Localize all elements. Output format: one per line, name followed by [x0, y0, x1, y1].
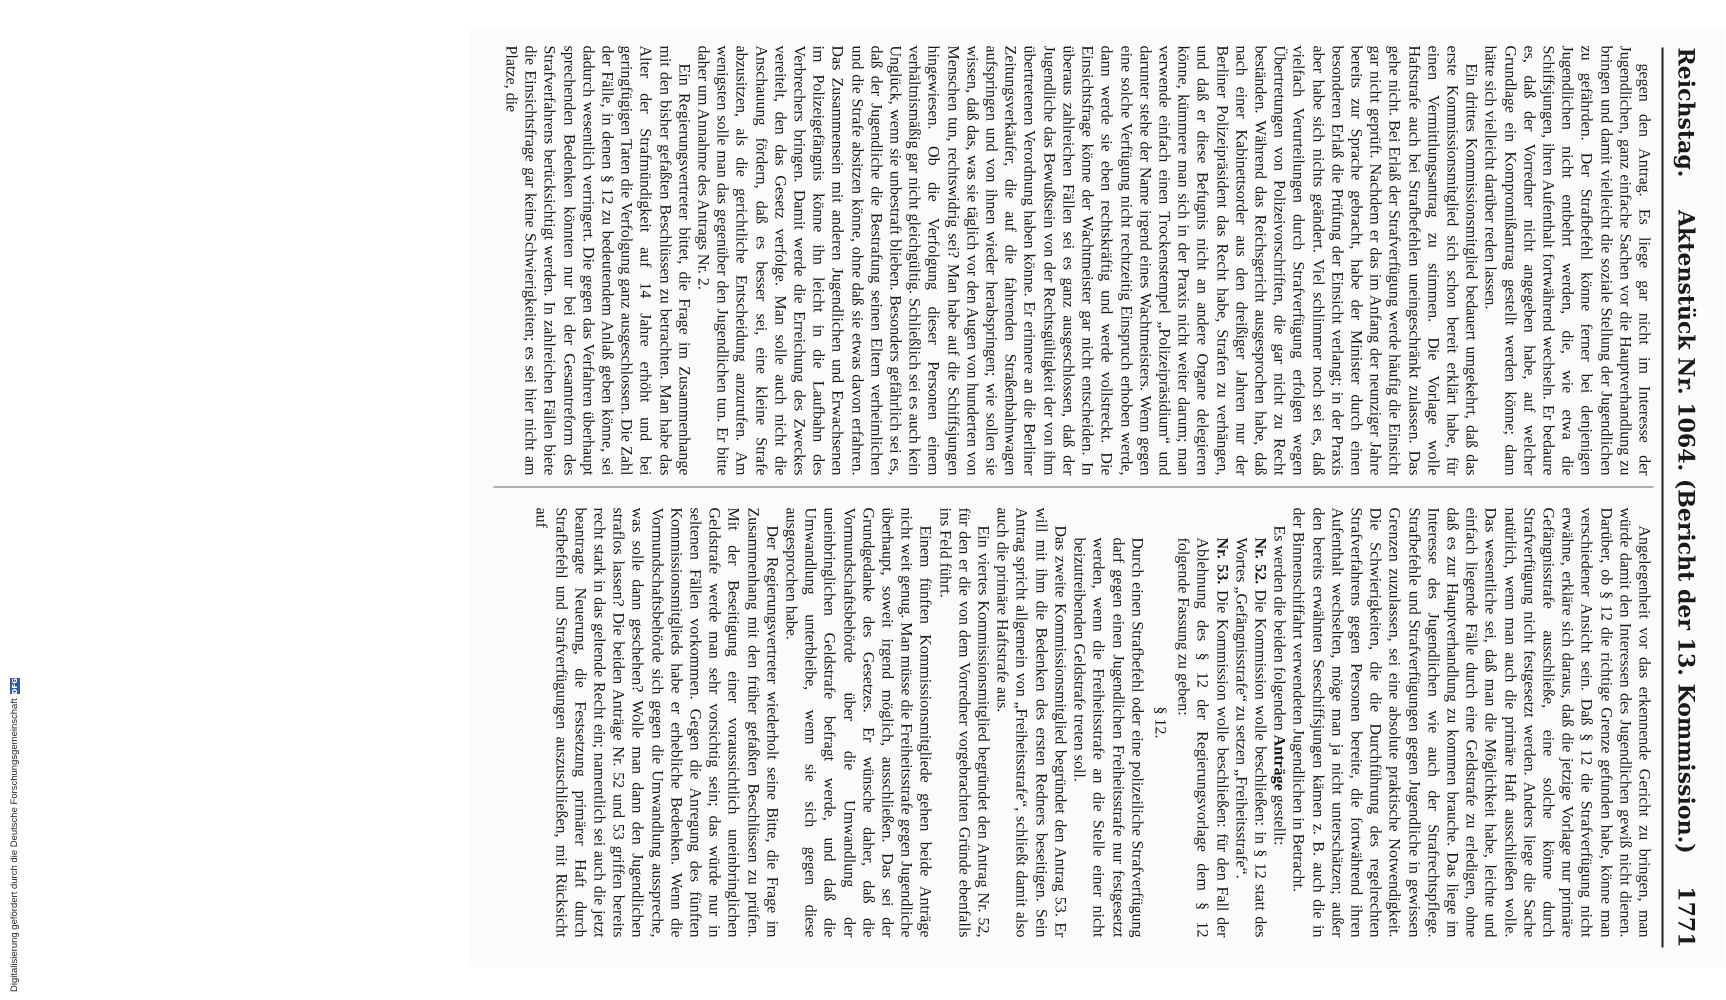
right-intro: Angelegenheit vor das erkennende Gericht zu bringen, man würde damit den Interessen des Jugendlichen gewiß nicht dienen. Darüber, ob § 12 die richtige Grenze gefunden habe, könne man verschiedener Ansicht sein. Daß § 12 die Strafverfügung nicht erwähne, erkläre sich daraus, daß die jetzige Vorlage nur primäre Gefängnisstrafe ausschließe, eine solche könne durch Strafverfügung nicht festgesetzt werden. Anders liege die Sache natürlich, wenn man auch die primäre Haft ausschließen wolle. Das wesentliche sei, daß man die Möglichkeit habe, leichte und einfach liegende Fälle durch eine Geldstrafe zu erledigen, ohne daß es zur Hauptverhandlung zu kommen brauche. Das liege im Interesse des Jugendlichen wie auch der Strafrechtspflege. Strafbefehle und Strafverfügungen gegen Jugendliche in gewissen Grenzen zuzulassen, sei eine absolute praktische Notwendigkeit. Die Schwierigkeiten, die die Durchführung des regelrechten Strafverfahrens gegen Personen bereite, die fortwährend ihren Aufenthalt wechselten, möge man ja nicht unterschätzen; außer den bereits erwähnten Seeschiffsjungen kämen z. B. auch die in der Binnenschiffahrt verwendeten Jugendlichen in Betracht.	[1289, 507, 1653, 938]
right-body-2: Ein viertes Kommissionsmitglied begründet den Antrag Nr. 52, für den er die von dem Vorredner vorgebrachten Gründe ebenfalls ins Feld führt.	[936, 507, 992, 938]
antrag-53-text: Die Kommission wolle beschließen: für den Fall der Ablehnung des § 12 der Regierungsvorlage dem § 12 folgende Fassung zu geben:	[1174, 537, 1231, 938]
header-left: Reichstag.	[1672, 47, 1699, 178]
antrag-53-label: Nr. 53.	[1213, 537, 1231, 585]
right-body-4: Der Regierungsvertreter wiederholt seine Bitte, die Frage im Zusammenhang mit den früher gefaßten Beschlüssen zu prüfen. Mit der Beseitigung einer voraussichtlich uneinbringlichen Geldstrafe werde man sehr vorsichtig sein; das würde nur in seltenen Fällen vorkommen. Gegen die Anregung des fünften Kommissionsmitglieds habe er erhebliche Bedenken. Wenn die Vormundschaftsbehörde sich gegen die Umwandlung ausspreche, was solle dann geschehen? Wolle man dann den Jugendlichen straflos lassen? Die beiden Anträge Nr. 52 und 53 griffen bereits recht stark in das geltende Recht ein; namentlich sei auch die jetzt beantragte Neuerung, die Festsetzung primärer Haft durch Strafbefehl und Strafverfügungen auszuschließen, mit Rücksicht auf	[532, 507, 781, 938]
page-number: 1771	[1672, 886, 1699, 948]
footer-strip	[0, 0, 26, 1000]
right-body-1: Das zweite Kommissionsmitglied begründet den Antrag 53. Er will mit ihm die Bedenken des ersten Redners beseitigen. Sein Antrag spricht allgemein von „Freiheitsstrafe“, schließt damit also auch die primäre Haftstrafe aus.	[993, 507, 1069, 938]
antrag-52	[1231, 508, 1269, 938]
antrag-52-label: Nr. 52.	[1251, 537, 1269, 585]
page-header	[1662, 48, 1708, 948]
antrag-53	[1173, 508, 1231, 938]
left-paragraph-3: Ein Regierungsvertreter bittet, die Frage im Zusammenhange mit den bisher gefaßten Beschlüssen zu betrachten. Man habe das Alter der Strafmündigkeit auf 14 Jahre erhöht und bei geringfügigen Taten die Verfolgung ganz ausgeschlossen. Die Zahl der Fälle, in denen § 12 zu bedeutendem Anlaß geben könne, sei dadurch wesentlich verringert. Die gegen das Verfahren überhaupt sprechenden Bedenken könnten nur bei der Gesamtreform des Strafverfahrens berücksichtigt werden. In zahlreichen Fällen biete die Einsichtsfrage gar keine Schwierigkeiten; es sei hier nicht am Platze, die	[502, 45, 693, 476]
right-body-3: Einem fünften Kommissionsmitgliede gehen beide Anträge nicht weit genug. Man müsse die Freiheitsstrafe gegen Jugendliche überhaupt, soweit irgend möglich, ausschließen. Das sei der Grundgedanke des Gesetzes. Er wünsche daher, daß die Vormundschaftsbehörde über die Umwandlung der uneinbringlichen Geldstrafe befragt werde, und daß die Umwandlung unterbleibe, wenn sie sich gegen diese ausgesprochen habe.	[782, 507, 934, 938]
antrag-52-text: Die Kommission wolle beschließen: in § 12 statt des Wortes „Gefängnisstrafe“ zu setzen „Freiheitsstrafe“.	[1232, 537, 1269, 938]
header-title: Aktenstück Nr. 1064. (Bericht der 13. Kommission.)	[1672, 209, 1699, 854]
column-divider	[494, 487, 1654, 488]
document-page	[471, 28, 1726, 968]
antraege-bold: Anträge	[1270, 734, 1288, 791]
antraege-line	[1269, 508, 1288, 938]
funding-text: Digitalisierung gefördert durch die Deutsche Forschungsgemeinschaft	[9, 698, 20, 992]
left-paragraph-2: Ein drittes Kommissionsmitglied bedauert umgekehrt, daß das erste Kommissionsmitglied sich schon bereit erklärt habe, für einen Vermittlungsantrag zu stimmen. Die Vorlage wolle Haftstrafe auch bei Strafbefehlen uneingeschränkt zulassen. Das gehe nicht. Bei Erlaß der Strafverfügung werde häufig die Einsicht gar nicht geprüft. Nachdem er das im Anfang der neunziger Jahre bereits zur Sprache gebracht, habe der Minister durch einen besonderen Erlaß die Prüfung der Einsicht verlangt; in der Praxis aber habe sich nichts geändert. Viel schlimmer noch sei es, daß vielfach Verurteilungen durch Strafverfügung erfolgen wegen Übertretungen von Polizeivorschriften, die gar nicht zu Recht beständen. Während das Reichsgericht ausgesprochen habe, daß nach einer Kabinettsorder aus den dreißiger Jahren nur der Berliner Polizeipräsident das Recht habe, Strafen zu verhängen, und daß er diese Befugnis nicht an andere Organe delegieren könne, kümmere man sich in der Praxis nicht weiter darum; man verwende einfach einen Trockenstempel „Polizeipräsidium“ und darunter stehe der Name irgend eines Wachtmeisters. Wenn gegen eine solche Verfügung nicht rechtzeitig Einspruch erhoben werde, dann werde sie eben rechtskräftig und werde vollstreckt. Die Einsichtsfrage könne der Wachtmeister gar nicht entscheiden. In überaus zahlreichen Fällen sei es ganz ausgeschlossen, daß der Jugendliche das Bewußtsein von der Rechtsgültigkeit der von ihm übertretenen Verordnung haben könne. Er erinnere an die Berliner Zeitungsverkäufer, die auf die fahrenden Straßenbahnwagen aufspringen und von ihnen wieder herabspringen; wie sollen sie wissen, daß das, was sie täglich vor den Augen von hunderten von Menschen tun, rechtswidrig sei? Man habe auf die Schiffsjungen hingewiesen. Ob die Verfolgung dieser Personen einem verhältnismäßig gar nicht gleichgültig. Schließlich sei es auch kein Unglück, wenn sie unbestraft blieben. Besonders gefährlich sei es, daß der Jugendliche die Bestrafung seinen Eltern verheimlichen und die Strafe absitzen könne, ohne daß sie etwas davon erfahren. Das Zusammensein mit anderen Jugendlichen und Erwachsenen im Polizeigefängnis könne ihn leicht in die Laufbahn des Verbrechers bringen. Damit werde die Erreichung des Zweckes vereitelt, den das Gesetz verfolge. Man solle auch nicht die Anschauung fördern, daß es besser sei, eine kleine Strafe abzusitzen, als die gerichtliche Entscheidung anzurufen. Am wenigsten solle man das gegenüber den Jugendlichen tun. Er bitte daher um Annahme des Antrags Nr. 2.	[694, 45, 1480, 476]
antraege-tail: gestellt:	[1270, 794, 1288, 846]
left-column	[484, 46, 1654, 476]
dfg-logo-icon: DFG	[10, 678, 19, 695]
funding-notice	[9, 678, 20, 992]
antraege-lead: Es werden die beiden folgenden	[1270, 525, 1288, 731]
left-paragraph-1: gegen den Antrag. Es liege gar nicht im Interesse der Jugendlichen, ganz einfache Sachen vor die Hauptverhandlung zu bringen und damit vielleicht die soziale Stellung der Jugendlichen zu gefährden. Der Strafbefehl könne ferner bei denjenigen Jugendlichen nicht entbehrt werden, die, wie etwa die Schiffsjungen, ihren Aufenthalt fortwährend wechseln. Er bedaure es, daß der Vorredner nicht angegeben habe, auf welcher Grundlage ein Kompromißantrag gestellt werden könne; dann hätte sich vielleicht darüber reden lassen.	[1481, 45, 1653, 476]
paragraph-heading: § 12.	[1151, 706, 1169, 739]
paragraph-text: Durch einen Strafbefehl oder eine polizeiliche Strafverfügung darf gegen einen Jugendlichen Freiheitsstrafe nur festgesetzt werden, wenn die Freiheitsstrafe an die Stelle einer nicht beizutreibenden Geldstrafe treten soll.	[1070, 537, 1146, 938]
right-column	[484, 508, 1654, 938]
